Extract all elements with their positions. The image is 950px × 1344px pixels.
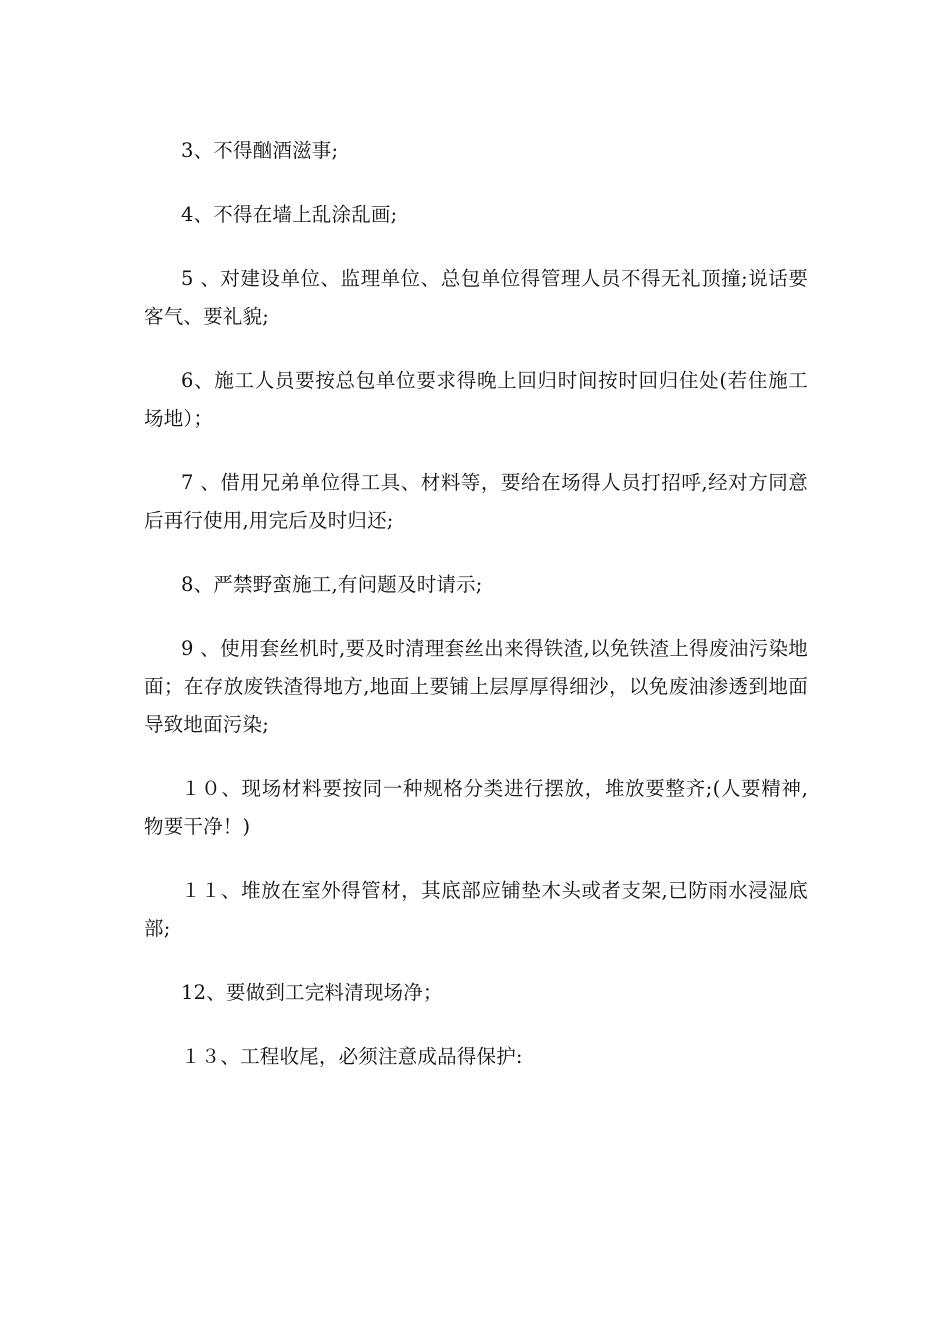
- paragraph-item-4: 4、不得在墙上乱涂乱画;: [181, 203, 398, 226]
- paragraph-item-8: 8、严禁野蛮施工,有问题及时请示;: [181, 573, 483, 596]
- document-body: [144, 132, 808, 1102]
- paragraph-item-11: １１、堆放在室外得管材，其底部应铺垫木头或者支架,已防雨水浸湿底部;: [144, 879, 808, 940]
- paragraph-item-13: １３、工程收尾，必须注意成品得保护:: [181, 1045, 523, 1068]
- paragraph-item-3: 3、不得酗酒滋事;: [181, 139, 339, 162]
- paragraph-item-6: 6、施工人员要按总包单位要求得晚上回归时间按时回归住处(若住施工场地）；: [144, 369, 808, 430]
- paragraph-item-7: 7 、借用兄弟单位得工具、材料等，要给在场得人员打招呼,经对方同意后再行使用,用完后及时归还;: [144, 471, 808, 532]
- paragraph-item-9: 9 、使用套丝机时,要及时清理套丝出来得铁渣,以免铁渣上得废油污染地面；在存放废铁渣得地方,地面上要铺上层厚厚得细沙，以免废油渗透到地面导致地面污染;: [144, 637, 808, 736]
- paragraph-item-12: 12、要做到工完料清现场净；: [181, 981, 443, 1004]
- paragraph-item-5: 5 、对建设单位、监理单位、总包单位得管理人员不得无礼顶撞;说话要客气、要礼貌;: [144, 267, 808, 328]
- paragraph-item-10: １０、现场材料要按同一种规格分类进行摆放，堆放要整齐;(人要精神,物要干净！): [144, 777, 808, 838]
